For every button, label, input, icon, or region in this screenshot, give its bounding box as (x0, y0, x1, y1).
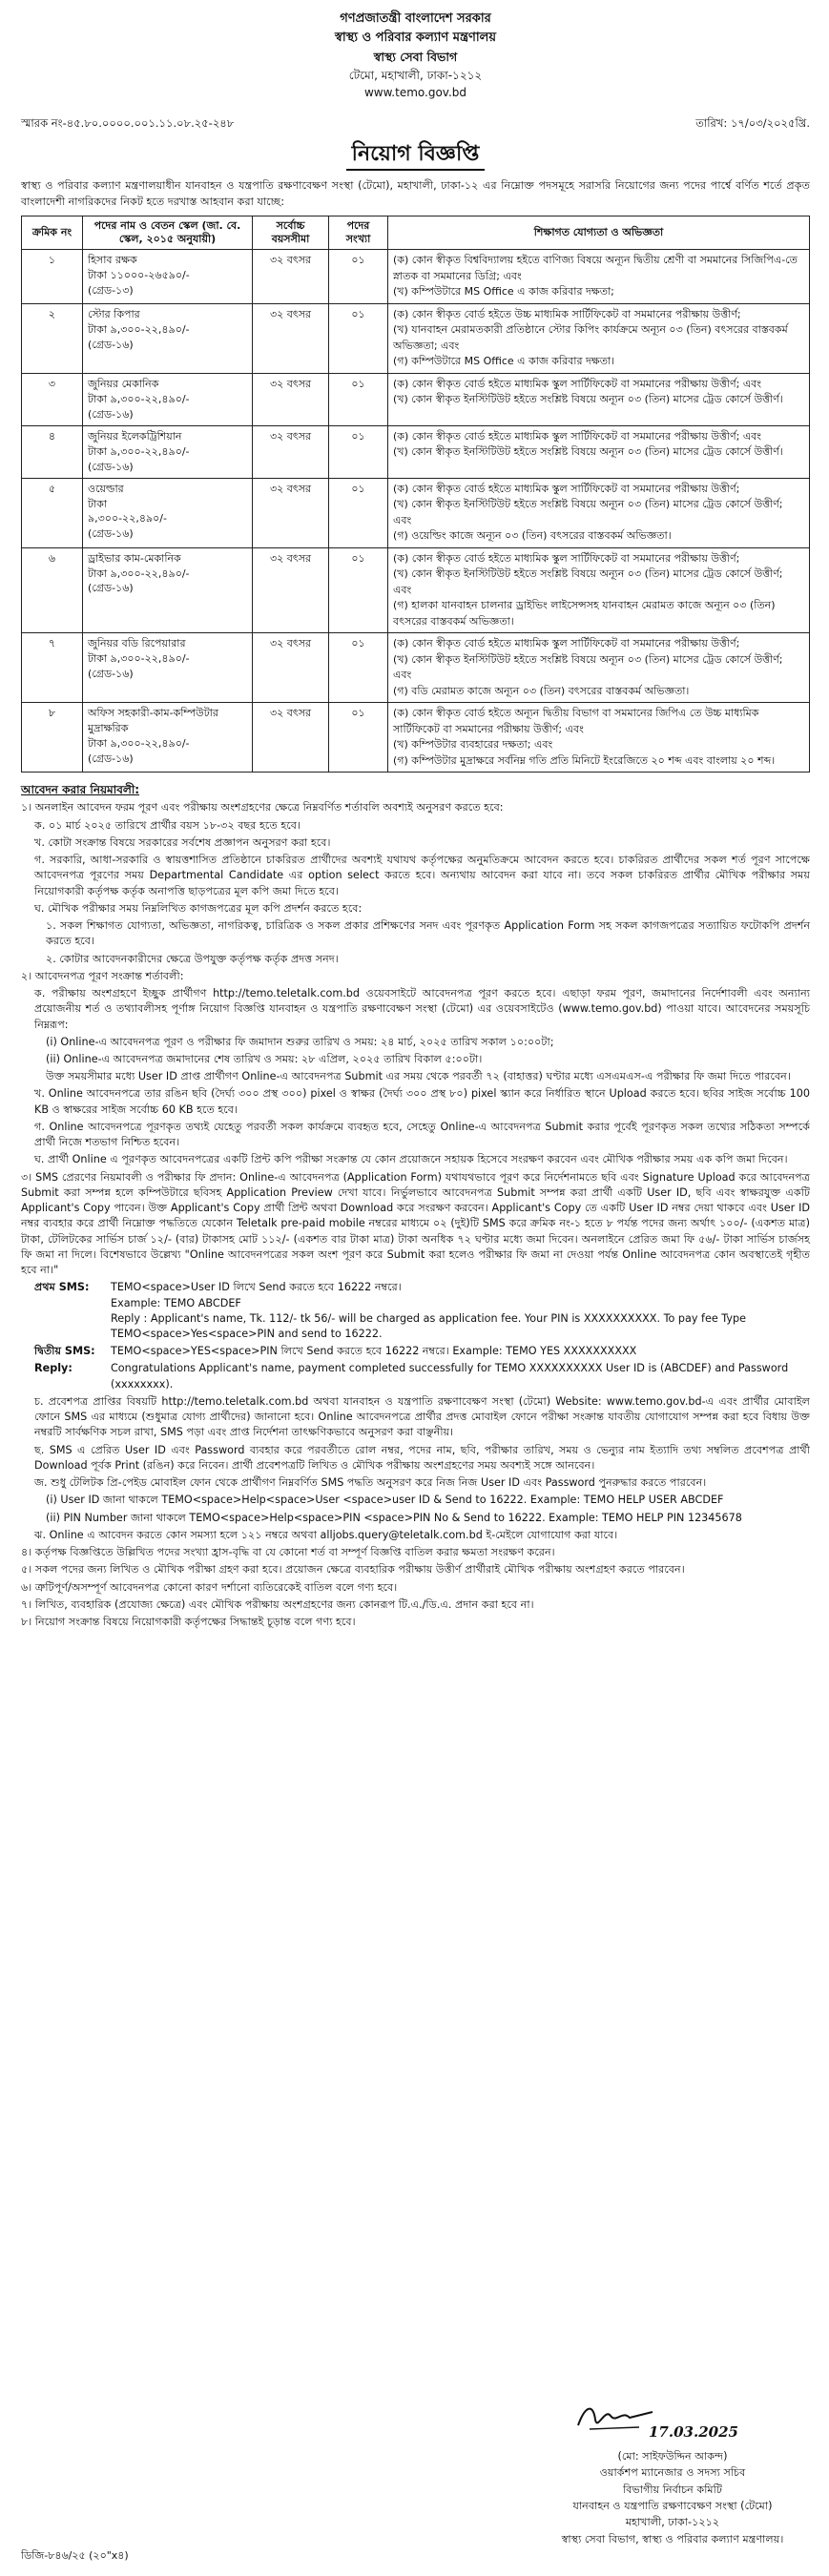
row-post (83, 703, 253, 773)
row-qualification (388, 425, 810, 478)
row-serial: ৫ (22, 478, 83, 547)
qualification-line: (ক) কোন স্বীকৃত বোর্ড হইতে উচ্চ মাধ্যমিক সার্টিফিকেট বা সমমানের পরীক্ষায় উত্তীর্ণ; (393, 307, 741, 320)
row-post (83, 303, 253, 373)
row-qualification (388, 373, 810, 425)
signatory-title-1: ওয়ার্কশপ ম্যানেজার ও সদস্য সচিব (599, 2466, 746, 2480)
post-line: (গ্রেড-১৬) (88, 407, 134, 421)
footer-code: ডিজি-৮৪৬/২৫ (২০"x৪) (21, 2549, 129, 2562)
rule-item: ১. সকল শিক্ষাগত যোগ্যতা, অভিজ্ঞতা, নাগরিকত্ব, চারিত্রিক ও সকল প্রকার প্রশিক্ষণের সনদ এবং পূরণকৃত Application Form সহ সকল কাগজপত্রের সত্যায়িত ফটোকপি প্রদর্শন করতে হবে। (46, 919, 810, 948)
post-line: টাকা ৯,৩০০-২২,৪৯০/- (88, 392, 190, 405)
post-line: (গ্রেড-১৬) (88, 582, 134, 595)
signature-date: 17.03.2025 (649, 2423, 738, 2441)
row-post (83, 373, 253, 425)
qualification-line: (ক) কোন স্বীকৃত বোর্ড হইতে মাধ্যমিক স্কুল সার্টিফিকেট বা সমমানের পরীক্ষায় উত্তীর্ণ; এবং (393, 377, 762, 390)
signature-block (534, 2399, 811, 2547)
sms-reply-label: Reply: (34, 1362, 73, 1375)
handwritten-signature-icon (572, 2399, 658, 2437)
post-line: টাকা ৯,৩০০-২২,৪৯০/- (88, 322, 190, 336)
signatory-name: (মো: সাইফউদ্দিন আকন্দ) (617, 2450, 728, 2463)
post-line: (গ্রেড-১৩) (88, 284, 134, 298)
row-post (83, 425, 253, 478)
header-post-name: পদের নাম ও বেতন স্কেল (জা. বে. স্কেল, ২০১৫ অনুযায়ী) (83, 216, 253, 250)
row-qualification (388, 703, 810, 773)
row-post-count: ০১ (329, 425, 388, 478)
post-line: টাকা ৯,৩০০-২২,৪৯০/- (88, 444, 190, 458)
row-age-limit: ৩২ বৎসর (253, 547, 329, 633)
qualification-line: (খ) কোন স্বীকৃত ইনস্টিটিউট হইতে সংশ্লিষ্ট বিষয়ে অন্যূন ০৩ (তিন) মাসের ট্রেড কোর্সে উত্তীর্ণ; এবং (393, 567, 783, 596)
rule-item: ক. ০১ মার্চ ২০২৫ তারিখে প্রার্থীর বয়স ১৮-৩২ বছর হতে হবে। (34, 818, 301, 832)
table-row (22, 703, 810, 773)
post-line: টাকা ৯,৩০০-২২,৪৯০/- (88, 652, 190, 666)
row-post (83, 478, 253, 547)
memo-row (21, 115, 810, 132)
sms-first-label: প্রথম SMS: (34, 1281, 90, 1294)
sms-second-label: দ্বিতীয় SMS: (34, 1345, 95, 1358)
qualification-line: (গ) কম্পিউটারে MS Office এ কাজ করিবার দক্ষতা। (393, 355, 615, 368)
posts-table-header-row (22, 216, 810, 250)
qualification-line: (গ) বডি মেরামত কাজে অন্যূন ০৩ (তিন) বৎসরের বাস্তবকর্ম অভিজ্ঞতা। (393, 684, 690, 697)
signatory-title-5: স্বাস্থ্য সেবা বিভাগ, স্বাস্থ্য ও পরিবার কল্যাণ মন্ত্রণালয়। (561, 2532, 784, 2545)
row-age-limit: ৩২ বৎসর (253, 303, 329, 373)
rule-item: ক. পরীক্ষায় অংশগ্রহণে ইচ্ছুক প্রার্থীগণ http://temo.teletalk.com.bd ওয়েবসাইটে আবেদনপত্র পূরণ করতে হবে। এছাড়া ফরম পূরণ, জমাদানের নির্দেশাবলী এবং অন্যান্য প্রয়োজনীয় শর্ত ও তথ্যাবলীসহ পূর্ণাঙ্গ নিয়োগ বিজ্ঞপ্তি যানবাহন ও যন্ত্রপাতি রক্ষণাবেক্ষণ সংস্থা (টেমো) এর ওয়েবসাইটেও (www.temo.gov.bd) পাওয়া যাবে। আবেদনের সময়সূচি নিম্নরূপ: (34, 987, 810, 1031)
qualification-line: (ক) কোন স্বীকৃত বিশ্ববিদ্যালয় হইতে বাণিজ্য বিষয়ে অন্যূন দ্বিতীয় শ্রেণী বা সমমানের সিজিপিএ-তে স্নাতক বা সমমানের ডিগ্রি; এবং (393, 254, 798, 282)
row-post-count: ০১ (329, 303, 388, 373)
post-line: ওয়েল্ডার (88, 482, 124, 495)
rule-item: ছ. SMS এ প্রেরিত User ID এবং Password ব্যবহার করে পরবর্তীতে রোল নম্বর, পদের নাম, ছবি, পরীক্ষার তারিখ, সময় ও ভেন্যুর নাম ইত্যাদি তথ্য সম্বলিত প্রবেশপত্র প্রার্থী Download পূর্বক Print (রঙিন) করে নিবেন। প্রার্থী প্রবেশপত্রটি লিখিত ও মৌখিক পরীক্ষায় অংশগ্রহণের সময় অবশ্যই সঙ্গে আনবেন। (34, 1443, 810, 1472)
qualification-line: (ক) কোন স্বীকৃত বোর্ড হইতে মাধ্যমিক স্কুল সার্টিফিকেট বা সমমানের পরীক্ষায় উত্তীর্ণ; (393, 482, 740, 495)
row-age-limit: ৩২ বৎসর (253, 478, 329, 547)
post-line: (গ্রেড-১৬) (88, 338, 134, 351)
header-line-4: টেমো, মহাখালী, ঢাকা-১২১২ (348, 68, 483, 82)
row-qualification (388, 303, 810, 373)
row-post-count: ০১ (329, 633, 388, 703)
row-qualification (388, 478, 810, 547)
qualification-line: (ক) কোন স্বীকৃত বোর্ড হইতে মাধ্যমিক স্কুল সার্টিফিকেট বা সমমানের পরীক্ষায় উত্তীর্ণ; এবং (393, 429, 762, 443)
rule-item: খ. কোটা সংক্রান্ত বিষয়ে সরকারের সর্বশেষ প্রজ্ঞাপন অনুসরণ করা হবে। (34, 835, 331, 849)
qualification-line: (ক) কোন স্বীকৃত বোর্ড হইতে অন্যূন দ্বিতীয় বিভাগ বা সমমানের জিপিএ তে উচ্চ মাধ্যমিক সার্টিফিকেট বা সমমানের পরীক্ষায় উত্তীর্ণ; এবং (393, 707, 759, 735)
rule-item: চ. প্রবেশপত্র প্রাপ্তির বিষয়টি http://temo.teletalk.com.bd অথবা যানবাহন ও যন্ত্রপাতি রক্ষণাবেক্ষণ সংস্থা (টেমো) Website: www.temo.gov.bd-এ এবং প্রার্থীর মোবাইল ফোনে SMS এর মাধ্যমে (শুধুমাত্র যোগ্য প্রার্থীদের) জানানো হবে। Online আবেদনপত্রে প্রার্থীর প্রদত্ত মোবাইল ফোনে পরীক্ষা সংক্রান্ত যাবতীয় যোগাযোগ সম্পন্ন করা হবে বিধায় উক্ত নম্বরটি সার্বক্ষণিক সচল রাখা, SMS পড়া এবং প্রাপ্ত নির্দেশনা তাৎক্ষণিকভাবে অনুসরণ করা বাঞ্ছনীয়। (34, 1394, 810, 1439)
rule-item: উক্ত সময়সীমার মধ্যে User ID প্রাপ্ত প্রার্থীগণ Online-এ আবেদনপত্র Submit এর সময় থেকে পরবর্তী ৭২ (বাহাত্তর) ঘণ্টার মধ্যে এসএমএস-এ পরীক্ষার ফি জমা দিতে পারবেন। (46, 1070, 791, 1083)
post-line: জুনিয়র মেকানিক (88, 377, 159, 390)
posts-table-body (22, 250, 810, 773)
sms-second-command: TEMO<space>YES<space>PIN লিখে Send করতে হবে 16222 নম্বরে। Example: TEMO YES XXXXXXXXXX (111, 1345, 637, 1358)
row-post (83, 547, 253, 633)
post-line: জুনিয়র ইলেকট্রিশিয়ান (88, 429, 182, 443)
sms-reply-text: Congratulations Applicant's name, payment completed successfully for TEMO XXXXXXXXXX User ID is (ABCDEF) and Password (xxxxxxxx). (111, 1362, 789, 1391)
rule-item: (i) User ID জানা থাকলে TEMO<space>Help<space>User <space>user ID & Send to 16222. Example: TEMO HELP USER ABCDEF (46, 1494, 724, 1507)
rule-item: ৬। ত্রুটিপূর্ণ/অসম্পূর্ণ আবেদনপত্র কোনো কারণ দর্শানো ব্যতিরেকেই বাতিল বলে গণ্য হবে। (21, 1580, 398, 1594)
row-serial: ১ (22, 250, 83, 304)
rule-item: ঘ. প্রার্থী Online এ পূরণকৃত আবেদনপত্রের একটি প্রিন্ট কপি পরীক্ষা সংক্রান্ত যে কোন প্রয়োজনে সহায়ক হিসেবে সংরক্ষণ করবেন এবং মৌখিক পরীক্ষার সময় এক কপি জমা দিবেন। (34, 1153, 788, 1166)
row-age-limit: ৩২ বৎসর (253, 250, 329, 304)
qualification-line: (খ) যানবাহন মেরামতকারী প্রতিষ্ঠানে স্টোর কিপিং কার্যক্রমে অন্যূন ০৩ (তিন) বৎসরের বাস্তবকর্ম অভিজ্ঞতা; এবং (393, 323, 788, 352)
post-line: টাকা ৯,৩০০-২২,৪৯০/- (88, 736, 190, 750)
table-row (22, 633, 810, 703)
qualification-line: (গ) হালকা যানবাহন চালনার ড্রাইভিং লাইসেন্সসহ যানবাহন মেরামত কাজে অন্যূন ০৩ (তিন) বৎসরের বাস্তবকর্ম অভিজ্ঞতা। (393, 599, 776, 628)
row-post-count: ০১ (329, 547, 388, 633)
rule-item: ৫। সকল পদের জন্য লিখিত ও মৌখিক পরীক্ষা গ্রহণ করা হবে। প্রয়োজন ক্ষেত্রে ব্যবহারিক পরীক্ষায় উত্তীর্ণ প্রার্থীরাই মৌখিক পরীক্ষায় অংশগ্রহণ করতে পারবেন। (21, 1563, 685, 1577)
header-age-limit: সর্বোচ্চ বয়সসীমা (253, 216, 329, 250)
row-serial: ৭ (22, 633, 83, 703)
table-row (22, 425, 810, 478)
header-qualification: শিক্ষাগত যোগ্যতা ও অভিজ্ঞতা (388, 216, 810, 250)
qualification-line: (গ) ওয়েল্ডিং কাজে অন্যূন ০৩ (তিন) বৎসরের বাস্তবকর্ম অভিজ্ঞতা। (393, 529, 672, 543)
row-post-count: ০১ (329, 373, 388, 425)
sms-first-command: TEMO<space>User ID লিখে Send করতে হবে 16222 নম্বরে। (111, 1281, 402, 1294)
header-line-1: গণপ্রজাতন্ত্রী বাংলাদেশ সরকার (340, 11, 491, 26)
government-header (21, 10, 810, 102)
qualification-line: (খ) কোন স্বীকৃত ইনস্টিটিউট হইতে সংশ্লিষ্ট বিষয়ে অন্যূন ০৩ (তিন) মাসের ট্রেড কোর্সে উত্তীর্ণ। (393, 445, 783, 459)
notice-title: নিয়োগ বিজ্ঞপ্তি (346, 139, 486, 172)
rules-list (21, 800, 810, 1278)
row-age-limit: ৩২ বৎসর (253, 633, 329, 703)
rule-item: গ. সরকারি, আধা-সরকারি ও স্বায়ত্তশাসিত প্রতিষ্ঠানে চাকরিরত প্রার্থীদের অবশ্যই যথাযথ কর্তৃপক্ষের অনুমতিক্রমে আবেদন করতে হবে। চাকরিরত প্রার্থীদের সকল শর্ত পূরণ সাপেক্ষে আবেদনপত্র পূরণের সময় Departmental Candidate এর option select করতে হবে। অন্যথায় আবেদন করা যাবে না। তবে সকল চাকরিরত প্রার্থীর মৌখিক পরীক্ষার সময় নিয়োগকারী কর্তৃপক্ষ কর্তৃক অনাপত্তি ছাড়পত্রের মূল কপি জমা দিতে হবে। (34, 854, 810, 897)
header-serial: ক্রমিক নং (22, 216, 83, 250)
post-line: ড্রাইভার কাম-মেকানিক (88, 551, 181, 565)
sms-first-example: Example: TEMO ABCDEF (111, 1296, 241, 1309)
row-age-limit: ৩২ বৎসর (253, 425, 329, 478)
post-line: (গ্রেড-১৬) (88, 752, 134, 765)
row-serial: ৪ (22, 425, 83, 478)
row-qualification (388, 547, 810, 633)
posts-table (21, 216, 810, 773)
rule-item: ৭। লিখিত, ব্যবহারিক (প্রযোজ্য ক্ষেত্রে) এবং মৌখিক পরীক্ষায় অংশগ্রহণের জন্য কোনরূপ টি.এ./ডি.এ. প্রদান করা হবে না। (21, 1597, 534, 1611)
sms-second-row (34, 1344, 810, 1359)
sms-reply-row (34, 1361, 810, 1391)
rule-item: ২। আবেদনপত্র পূরণ সংক্রান্ত শর্তাবলী: (21, 969, 184, 982)
header-line-2: স্বাস্থ্য ও পরিবার কল্যাণ মন্ত্রণালয় (335, 31, 496, 46)
rule-item: ২. কোটার আবেদনকারীদের ক্ষেত্রে উপযুক্ত কর্তৃপক্ষ কর্তৃক প্রদত্ত সনদ। (46, 952, 339, 965)
rule-item: ঝ. Online এ আবেদন করতে কোন সমস্যা হলে ১২১ নম্বরে অথবা alljobs.query@teletalk.com.bd ই-মেইলে যোগাযোগ করা যাবে। (34, 1528, 618, 1541)
post-line: ৯,৩০০-২২,৪৯০/- (88, 512, 167, 526)
qualification-line: (খ) কোন স্বীকৃত ইনস্টিটিউট হইতে সংশ্লিষ্ট বিষয়ে অন্যূন ০৩ (তিন) মাসের ট্রেড কোর্সে উত্তীর্ণ; এবং (393, 498, 783, 526)
qualification-line: (খ) কম্পিউটার ব্যবহারের দক্ষতা; এবং (393, 738, 553, 752)
rule-item: (ii) PIN Number জানা থাকলে TEMO<space>Help<space>PIN <space>PIN No & Send to 16222. Example: TEMO HELP PIN 12345678 (46, 1511, 742, 1524)
header-post-count: পদের সংখ্যা (329, 216, 388, 250)
post-line: টাকা (88, 497, 108, 510)
row-post (83, 250, 253, 304)
rule-item: ঘ. মৌখিক পরীক্ষার সময় নিম্নলিখিত কাগজপত্রের মূল কপি প্রদর্শন করতে হবে: (34, 901, 363, 915)
post-line: হিসাব রক্ষক (88, 254, 137, 267)
sms-first-row (34, 1280, 810, 1342)
qualification-line: (ক) কোন স্বীকৃত বোর্ড হইতে মাধ্যমিক স্কুল সার্টিফিকেট বা সমমানের পরীক্ষায় উত্তীর্ণ; (393, 551, 740, 565)
post-line: অফিস সহকারী-কাম-কম্পিউটার মুদ্রাক্ষরিক (88, 707, 218, 735)
row-post-count: ০১ (329, 250, 388, 304)
signatory-title-4: মহাখালী, ঢাকা-১২১২ (625, 2516, 720, 2529)
qualification-line: (খ) কোন স্বীকৃত ইনস্টিটিউট হইতে সংশ্লিষ্ট বিষয়ে অন্যূন ০৩ (তিন) মাসের ট্রেড কোর্সে উত্তীর্ণ। (393, 393, 783, 406)
rule-item: ১। অনলাইন আবেদন ফরম পূরণ এবং পরীক্ষায় অংশগ্রহণের ক্ষেত্রে নিম্নবর্ণিত শর্তাবলি অবশ্যই অনুসরণ করতে হবে: (21, 801, 504, 814)
signatory-title-3: যানবাহন ও যন্ত্রপাতি রক্ষণাবেক্ষণ সংস্থা (টেমো) (572, 2500, 773, 2513)
post-line: (গ্রেড-১৬) (88, 527, 134, 541)
row-post-count: ০১ (329, 478, 388, 547)
rule-item: গ. Online আবেদনপত্রে পূরণকৃত তথ্যই যেহেতু পরবর্তী সকল কার্যক্রমে ব্যবহৃত হবে, সেহেতু Online-এ আবেদনপত্র Submit করার পূর্বেই পূরণকৃত সকল তথ্যের সঠিকতা সম্পর্কে প্রার্থী নিজে শতভাগ নিশ্চিত হবেন। (34, 1120, 810, 1149)
sms-instructions (21, 1280, 810, 1392)
post-line: (গ্রেড-১৬) (88, 460, 134, 473)
qualification-line: (খ) কম্পিউটারে MS Office এ কাজ করিবার দক্ষতা; (393, 285, 614, 299)
header-line-3: স্বাস্থ্য সেবা বিভাগ (373, 50, 458, 65)
rules-title: আবেদন করার নিয়মাবলী: (21, 783, 140, 797)
title-wrapper (21, 139, 810, 172)
sms-first-reply: Reply : Applicant's name, Tk. 112/- tk 56/- will be charged as application fee. Your PIN is XXXXXXXXXX. To pay fee Type TEMO<space>Yes<space>PIN and send to 16222. (111, 1311, 746, 1340)
rule-item: (ii) Online-এ আবেদনপত্র জমাদানের শেষ তারিখ ও সময়: ২৮ এপ্রিল, ২০২৫ তারিখ বিকাল ৫:০০টা। (46, 1053, 483, 1065)
rule-item: খ. Online আবেদনপত্রে তার রঙিন ছবি (দৈর্ঘ্য ৩০০ প্রস্থ ৩০০) pixel ও স্বাক্ষর (দৈর্ঘ্য ৩০০ প্রস্থ ৮০) pixel স্ক্যান করে নির্ধারিত স্থানে Upload করতে হবে। ছবির সাইজ সর্বোচ্চ 100 KB ও স্বাক্ষরের সাইজ সর্বোচ্চ 60 KB হতে হবে। (34, 1087, 810, 1116)
memo-date: তারিখ: ১৭/০৩/২০২৫খ্রি. (695, 115, 810, 130)
signatory-title-2: বিভাগীয় নির্বাচন কমিটি (623, 2483, 722, 2496)
rule-item: ৩। SMS প্রেরণের নিয়মাবলী ও পরীক্ষার ফি প্রদান: Online-এ আবেদনপত্র (Application Form) যথাযথভাবে পূরণ করে নির্দেশনামতে ছবি এবং Signature Upload করে আবেদনপত্র Submit করা সম্পন্ন হলে কম্পিউটারে ছবিসহ Application Preview দেখা যাবে। নির্ভুলভাবে আবেদনপত্র Submit সম্পন্ন করা প্রার্থী একটি User ID, ছবি এবং স্বাক্ষরযুক্ত একটি Applicant's Copy পাবেন। উক্ত Applicant's Copy প্রার্থী প্রিন্ট অথবা Download করে সংরক্ষণ করবেন। Applicant's Copy তে একটি User ID নম্বর দেয়া থাকবে এবং User ID নম্বর ব্যবহার করে প্রার্থী নিম্নোক্ত পদ্ধতিতে যেকোন Teletalk pre-paid mobile নম্বরের মাধ্যমে ০২ (দুই)টি SMS করে ক্রমিক নং-১ হতে ৮ পর্যন্ত পদের জন্য অর্থাৎ ১০০/- (একশত মাত্র) টাকা, টেলিটকের সার্ভিস চার্জ ১২/- (বার) টাকাসহ মোট ১১২/- (একশত বার টাকা মাত্র) টাকা অনধিক ৭২ ঘণ্টার মধ্যে জমা দিবেন। অনলাইনে প্রেরিত জমা ফি ৫৬/- টাকা সার্ভিস চার্জসহ ফি জমা না দিলে। বিশেষভাবে উল্লেখ্য "Online আবেদনপত্রের সকল অংশ পূরণ করে Submit করা হলেও পরীক্ষার ফি জমা না দেওয়া পর্যন্ত Online আবেদনপত্র কোন অবস্থাতেই গৃহীত হবে না।" (21, 1170, 810, 1277)
row-qualification (388, 250, 810, 304)
row-serial: ৩ (22, 373, 83, 425)
post-line: (গ্রেড-১৬) (88, 667, 134, 680)
row-age-limit: ৩২ বৎসর (253, 373, 329, 425)
rule-item: ৮। নিয়োগ সংক্রান্ত বিষয়ে নিয়োগকারী কর্তৃপক্ষের সিদ্ধান্তই চূড়ান্ত বলে গণ্য হবে। (21, 1615, 356, 1628)
row-age-limit: ৩২ বৎসর (253, 703, 329, 773)
table-row (22, 478, 810, 547)
row-post (83, 633, 253, 703)
post-line: জুনিয়র বডি রিপেয়ারার (88, 637, 186, 650)
table-row (22, 303, 810, 373)
row-serial: ২ (22, 303, 83, 373)
row-qualification (388, 633, 810, 703)
table-row (22, 250, 810, 304)
intro-paragraph: স্বাস্থ্য ও পরিবার কল্যাণ মন্ত্রণালয়াধীন যানবাহন ও যন্ত্রপাতি রক্ষণাবেক্ষণ সংস্থা (টেমো), মহাখালী, ঢাকা-১২ এর নিম্নোক্ত পদসমূহে সরাসরি নিয়োগের জন্য পদের পার্শ্বে বর্ণিত শর্তে প্রকৃত বাংলাদেশী নাগরিকদের নিকট হতে দরখাস্ত আহবান করা যাচ্ছে: (21, 179, 810, 208)
rule-item: ৪। কর্তৃপক্ষ বিজ্ঞপ্তিতে উল্লিখিত পদের সংখ্যা হ্রাস-বৃদ্ধি বা যে কোনো শর্ত বা সম্পূর্ণ বিজ্ঞপ্তি বাতিল করার ক্ষমতা সংরক্ষণ করেন। (21, 1546, 555, 1559)
table-row (22, 373, 810, 425)
rule-item: (i) Online-এ আবেদনপত্র পূরণ ও পরীক্ষার ফি জমাদান শুরুর তারিখ ও সময়: ২৪ মার্চ, ২০২৫ তারিখ সকাল ১০:০০টা; (46, 1035, 554, 1048)
row-serial: ৮ (22, 703, 83, 773)
signature-mark (534, 2399, 811, 2448)
header-website: www.temo.gov.bd (363, 86, 467, 100)
memo-number: স্মারক নং-৪৫.৮০.০০০০.০০১.১১.০৮.২৫-২৪৮ (21, 115, 235, 130)
post-line: টাকা ৯,৩০০-২২,৪৯০/- (88, 567, 190, 580)
row-serial: ৬ (22, 547, 83, 633)
table-row (22, 547, 810, 633)
qualification-line: (গ) কম্পিউটার মুদ্রাক্ষরে সর্বনিম্ন গতি প্রতি মিনিটে ইংরেজিতে ২০ শব্দ এবং বাংলায় ২০ শব্দ। (393, 753, 776, 767)
rules-continued-list (21, 1394, 810, 1630)
post-line: স্টোর কিপার (88, 307, 140, 320)
row-post-count: ০১ (329, 703, 388, 773)
post-line: টাকা ১১০০০-২৬৫৯০/- (88, 269, 190, 282)
qualification-line: (ক) কোন স্বীকৃত বোর্ড হইতে মাধ্যমিক স্কুল সার্টিফিকেট বা সমমানের পরীক্ষায় উত্তীর্ণ; (393, 637, 740, 650)
qualification-line: (খ) কোন স্বীকৃত ইনস্টিটিউট হইতে সংশ্লিষ্ট বিষয়ে অন্যূন ০৩ (তিন) মাসের ট্রেড কোর্সে উত্তীর্ণ; এবং (393, 652, 783, 682)
rule-item: জ. শুধু টেলিটক প্রি-পেইড মোবাইল ফোন থেকে প্রার্থীগণ নিম্নবর্ণিত SMS পদ্ধতি অনুসরণ করে নিজ নিজ User ID এবং Password পুনরুদ্ধার করতে পারবেন। (34, 1476, 707, 1490)
